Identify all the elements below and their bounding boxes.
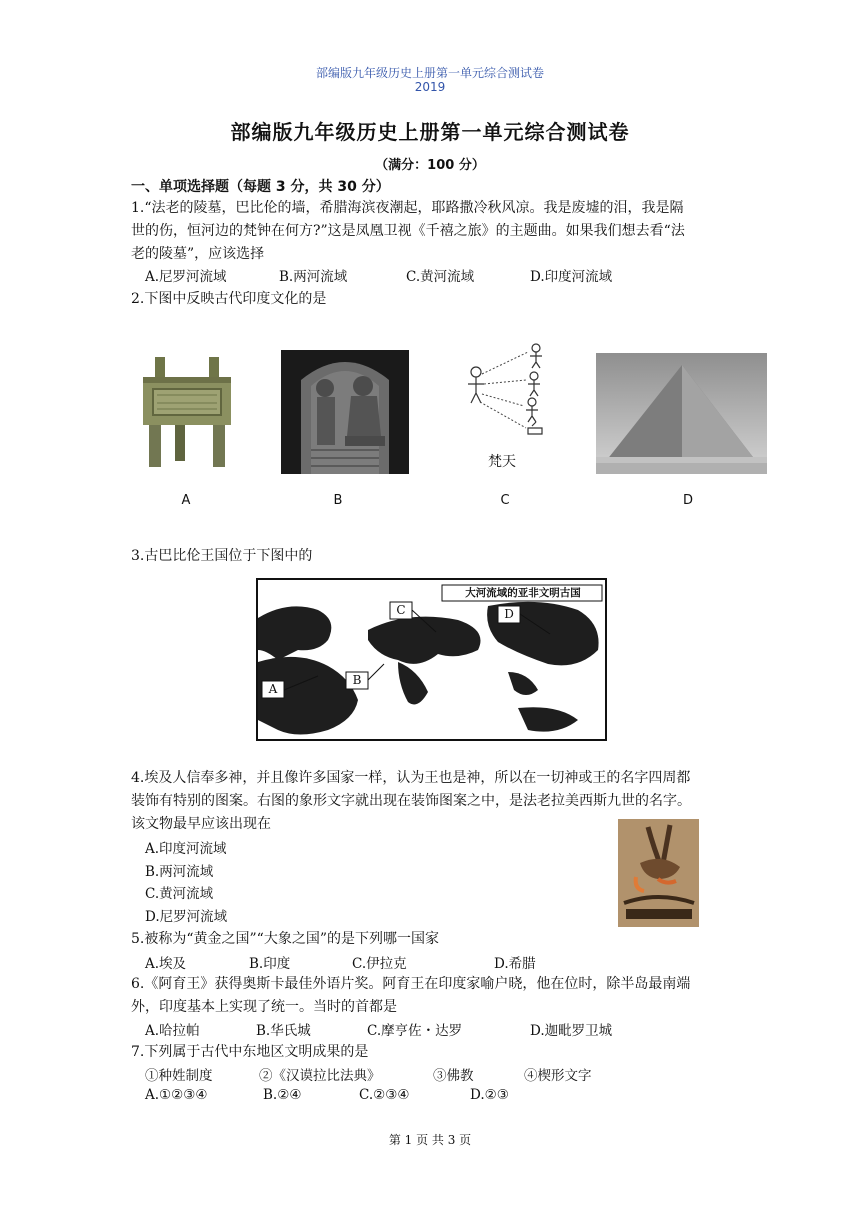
- q1-option-d: D.印度河流域: [530, 269, 613, 285]
- question-6: [131, 973, 736, 1019]
- q7-item-2: ②《汉谟拉比法典》: [259, 1068, 381, 1084]
- score-note: （满分：100 分）: [375, 158, 485, 173]
- page-title: 部编版九年级历史上册第一单元综合测试卷: [230, 120, 630, 144]
- question-1-line-3: 老的陵墓”，应该选择: [131, 246, 265, 262]
- q1-option-b: B.两河流域: [279, 269, 348, 285]
- q7-item-4: ④楔形文字: [524, 1068, 592, 1084]
- running-header-title: 部编版九年级历史上册第一单元综合测试卷: [315, 66, 544, 80]
- q4-option-b: B.两河流域: [145, 864, 214, 880]
- map-label-b: B: [352, 673, 362, 687]
- q5-option-a: A.埃及: [145, 956, 187, 972]
- q7-item-1: ①种姓制度: [145, 1068, 213, 1084]
- q7-option-a: A.①②③④: [145, 1087, 208, 1103]
- question-4-line-2: 装饰有特别的图案。右图的象形文字就出现在装饰图案之中，是法老拉美西斯九世的名字。: [131, 793, 691, 809]
- question-3: 3.古巴比伦王国位于下图中的: [131, 548, 313, 564]
- question-1-line-1: 1.“法老的陵墓，巴比伦的墙，希腊海滨夜潮起，耶路撒冷秋风凉。我是废墟的泪，我是隔: [131, 200, 684, 216]
- image-label-d: D: [682, 493, 693, 508]
- hammurabi-stele-image: [281, 350, 409, 474]
- map-label-d: D: [504, 607, 514, 621]
- bronze-ding-image: [135, 355, 239, 471]
- brahma-caste-diagram: [458, 338, 558, 438]
- q7-item-3: ③佛教: [433, 1068, 474, 1084]
- q5-option-d: D.希腊: [494, 956, 536, 972]
- q7-option-b: B.②④: [263, 1087, 302, 1103]
- map-label-a: A: [268, 682, 278, 696]
- question-2: 2.下图中反映古代印度文化的是: [131, 291, 327, 307]
- q4-option-a: A.印度河流域: [145, 841, 227, 857]
- q5-option-b: B.印度: [249, 956, 291, 972]
- question-1: [131, 197, 736, 266]
- q5-option-c: C.伊拉克: [352, 956, 407, 972]
- image-label-b: B: [333, 493, 343, 508]
- image-label-a: A: [181, 493, 191, 508]
- q6-option-c: C.摩亨佐・达罗: [367, 1023, 463, 1039]
- question-6-line-1: 6.《阿育王》获得奥斯卡最佳外语片奖。阿育王在印度家喻户晓，他在位时，除半岛最南端: [131, 976, 691, 992]
- map-title: 大河流域的亚非文明古国: [465, 587, 581, 599]
- pyramid-image: [596, 353, 767, 474]
- hieroglyph-image: [618, 819, 699, 927]
- image-c-caption: 梵天: [488, 454, 516, 470]
- map-label-c: C: [396, 603, 406, 617]
- q4-option-c: C.黄河流域: [145, 886, 214, 902]
- running-header-year: 2019: [414, 80, 446, 94]
- q6-option-a: A.哈拉帕: [145, 1023, 200, 1039]
- q4-option-d: D.尼罗河流域: [145, 909, 228, 925]
- q6-option-d: D.迦毗罗卫城: [530, 1023, 613, 1039]
- question-5: 5.被称为“黄金之国”“大象之国”的是下列哪一国家: [131, 931, 439, 947]
- image-label-c: C: [500, 493, 510, 508]
- q6-option-b: B.华氏城: [256, 1023, 311, 1039]
- q1-option-a: A.尼罗河流域: [145, 269, 227, 285]
- q7-option-c: C.②③④: [359, 1087, 410, 1103]
- page-number: 第 1 页 共 3 页: [388, 1133, 472, 1147]
- question-4-line-3: 该文物最早应该出现在: [131, 816, 271, 832]
- q1-option-c: C.黄河流域: [406, 269, 475, 285]
- question-7: 7.下列属于古代中东地区文明成果的是: [131, 1044, 369, 1060]
- question-1-line-2: 世的伤，恒河边的梵钟在何方?”这是凤凰卫视《千禧之旅》的主题曲。如果我们想去看“法: [131, 223, 685, 239]
- ancient-civilizations-map: [256, 578, 607, 741]
- section-heading: 一、单项选择题（每题 3 分，共 30 分）: [131, 179, 390, 195]
- q7-option-d: D.②③: [470, 1087, 509, 1103]
- question-4-line-1: 4.埃及人信奉多神，并且像许多国家一样，认为王也是神，所以在一切神或王的名字四周都: [131, 770, 691, 786]
- question-6-line-2: 外，印度基本上实现了统一。当时的首都是: [131, 999, 397, 1015]
- map-drawing: [258, 580, 605, 739]
